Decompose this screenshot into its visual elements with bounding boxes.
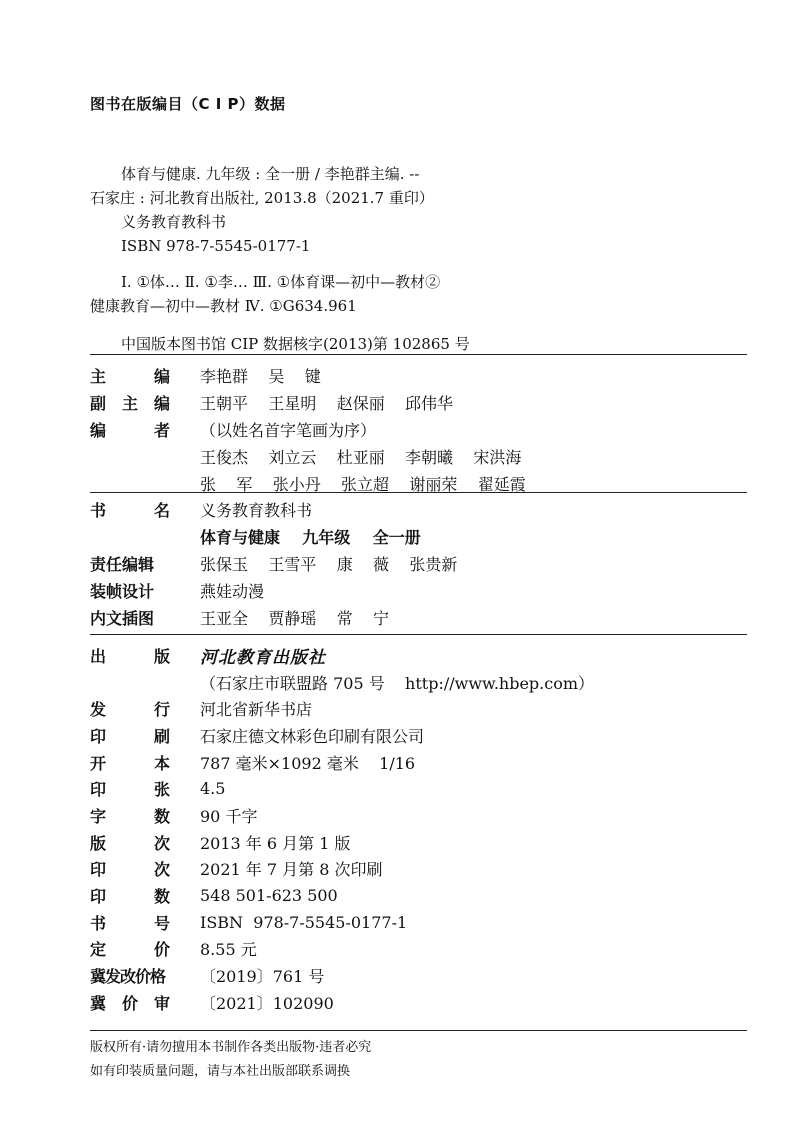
field-value: 张 军 张小丹 张立超 谢丽荣 翟延霞 bbox=[200, 475, 526, 494]
field-value: 〔2021〕102090 bbox=[200, 993, 334, 1013]
field-label: 印 张 bbox=[90, 780, 170, 800]
cip-line-classification: Ⅰ. ①体… Ⅱ. ①李… Ⅲ. ①体育课—初中—教材② bbox=[121, 273, 441, 291]
field-value: 90 千字 bbox=[200, 806, 258, 826]
field-label: 书 号 bbox=[90, 913, 170, 933]
divider bbox=[90, 354, 747, 355]
field-value: 548 501-623 500 bbox=[200, 886, 338, 906]
authors-row-2 bbox=[90, 443, 750, 470]
quality-notice: 如有印装质量问题，请与本社出版部联系调换 bbox=[90, 1064, 351, 1079]
word-count-row bbox=[90, 802, 750, 829]
cip-line-isbn: ISBN 978-7-5545-0177-1 bbox=[121, 237, 311, 255]
field-value: 2013 年 6 月第 1 版 bbox=[200, 833, 351, 853]
book-title: 体育与健康 九年级 全一册 bbox=[200, 528, 421, 547]
authors-row bbox=[90, 416, 750, 443]
divider bbox=[90, 492, 747, 493]
field-value: 8.55 元 bbox=[200, 940, 257, 960]
cip-heading: 图书在版编目（C I P）数据 bbox=[90, 95, 286, 113]
field-value: 燕娃动漫 bbox=[200, 582, 265, 601]
distribution-row bbox=[90, 695, 750, 722]
field-value: 王俊杰 刘立云 杜亚丽 李朝曦 宋洪海 bbox=[200, 448, 522, 467]
field-value: 787 毫米×1092 毫米 1/16 bbox=[200, 753, 416, 773]
copies-row bbox=[90, 882, 750, 909]
isbn-row bbox=[90, 909, 750, 936]
deputy-editor-row bbox=[90, 389, 750, 416]
price-row bbox=[90, 936, 750, 963]
format-row bbox=[90, 749, 750, 776]
field-label: 内文插图 bbox=[90, 609, 155, 628]
footer bbox=[90, 1036, 371, 1084]
field-label: 定 价 bbox=[90, 940, 170, 960]
field-value: 4.5 bbox=[200, 779, 226, 799]
field-value: 2021 年 7 月第 8 次印刷 bbox=[200, 860, 383, 880]
field-label: 印 刷 bbox=[90, 726, 170, 746]
edition-row bbox=[90, 829, 750, 856]
field-label: 冀 价 审 bbox=[90, 993, 170, 1013]
divider bbox=[90, 1030, 747, 1031]
field-value: 〔2019〕761 号 bbox=[200, 967, 325, 987]
printer-row bbox=[90, 722, 750, 749]
cip-block bbox=[90, 162, 750, 356]
impression-row bbox=[90, 856, 750, 883]
field-value: 义务教育教科书 bbox=[200, 501, 313, 520]
field-label: 责任编辑 bbox=[90, 555, 155, 574]
publishing-section bbox=[90, 642, 750, 1016]
field-value: （以姓名首字笔画为序） bbox=[200, 421, 377, 440]
field-label: 装帧设计 bbox=[90, 582, 155, 601]
publisher-logo: 河北教育出版社 bbox=[200, 647, 326, 668]
field-value: （石家庄市联盟路 705 号 http://www.hbep.com） bbox=[200, 673, 595, 693]
copyright-notice: 版权所有·请勿擅用本书制作各类出版物·违者必究 bbox=[90, 1040, 372, 1055]
field-label: 开 本 bbox=[90, 753, 170, 773]
field-value: 王亚全 贾静瑶 常 宁 bbox=[200, 609, 390, 628]
sheets-row bbox=[90, 775, 750, 802]
field-label: 发 行 bbox=[90, 700, 170, 720]
field-value: 河北省新华书店 bbox=[200, 700, 313, 720]
cip-line-record: 中国版本图书馆 CIP 数据核字(2013)第 102865 号 bbox=[121, 335, 470, 353]
divider bbox=[90, 634, 747, 635]
cip-line-series: 义务教育教科书 bbox=[121, 213, 227, 231]
field-value: 石家庄德文林彩色印刷有限公司 bbox=[200, 726, 425, 746]
field-label: 印 次 bbox=[90, 860, 170, 880]
field-label: 主 编 bbox=[90, 367, 170, 386]
field-value: 李艳群 吴 键 bbox=[200, 367, 321, 386]
publisher-row bbox=[90, 642, 750, 669]
price-review-row bbox=[90, 989, 750, 1016]
chief-editor-row bbox=[90, 362, 750, 389]
cip-line-classification-cont: 健康教育—初中—教材 Ⅳ. ①G634.961 bbox=[90, 297, 357, 315]
field-label: 副 主 编 bbox=[90, 394, 170, 413]
cip-line-title: 体育与健康. 九年级 : 全一册 / 李艳群主编. -- bbox=[121, 165, 420, 183]
field-label: 冀发改价格 bbox=[90, 967, 166, 987]
price-approval-row bbox=[90, 962, 750, 989]
editors-section bbox=[90, 362, 750, 497]
field-label: 书 名 bbox=[90, 501, 170, 520]
book-name-row bbox=[90, 496, 750, 523]
field-label: 字 数 bbox=[90, 806, 170, 826]
design-row bbox=[90, 577, 750, 604]
field-label: 出 版 bbox=[90, 646, 170, 666]
field-label: 版 次 bbox=[90, 833, 170, 853]
book-title-row bbox=[90, 523, 750, 550]
field-label: 编 者 bbox=[90, 421, 170, 440]
field-value: 张保玉 王雪平 康 薇 张贵新 bbox=[200, 555, 458, 574]
cip-line-publisher: 石家庄 : 河北教育出版社, 2013.8（2021.7 重印） bbox=[90, 189, 434, 207]
field-value: ISBN 978-7-5545-0177-1 bbox=[200, 912, 408, 932]
book-section bbox=[90, 496, 750, 631]
field-label: 印 数 bbox=[90, 887, 170, 907]
illustration-row bbox=[90, 604, 750, 631]
field-value: 王朝平 王星明 赵保丽 邱伟华 bbox=[200, 394, 454, 413]
publisher-address-row bbox=[90, 669, 750, 696]
responsible-editor-row bbox=[90, 550, 750, 577]
